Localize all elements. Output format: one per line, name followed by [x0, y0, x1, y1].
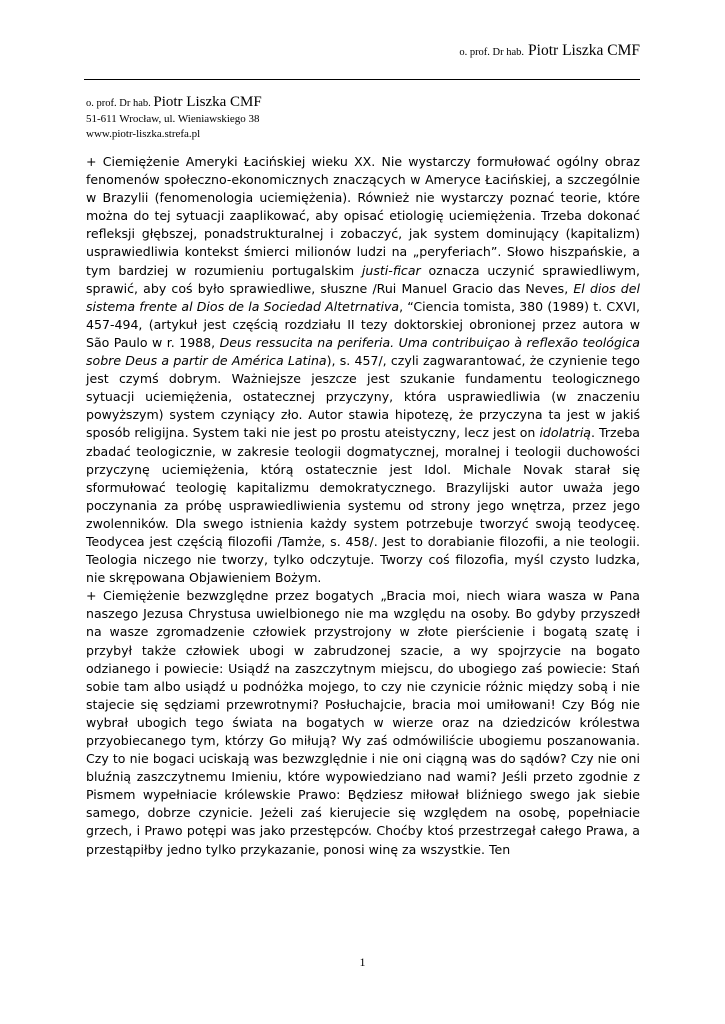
paragraph-1-text: + Ciemiężenie Ameryki Łacińskiej wieku XX. Nie wystarczy formułować ogólny obraz fenomenów społeczno-ekonomicznych znaczących w Ameryce Łacińskiej, a szczególnie w Brazylii (fenomenologia uciemiężenia). Również nie wystarczy poznać teorie, które można do tej sytuacji zaaplikować, aby opisać etiologię uciemiężenia. Trzeba dokonać refleksji głębszej, ponadstrukturalnej i zobaczyć, jak system dominujący (kapitalizm) usprawiedliwia kontekst śmierci milionów ludzi na „peryferiach”. Słowo hiszpańskie, a tym bardziej w rozumieniu portugalskim [86, 154, 640, 278]
italic-title-el-dios: El dios del sistema frente al Dios de la Sociedad Altetrnativa [86, 280, 640, 314]
italic-term-justificar: justi-ficar [361, 262, 421, 278]
paragraph-1-text: ), s. 457/, czyli zagwarantować, że czynienie tego jest czymś dobrym. Ważniejsze jeszcze jest szukanie fundamentu teologicznego sytuacji uciemiężenia, ostatecznej przyczyny, która usprawiedliwia (w znaczeniu powyższym) system czyniący zło. Autor stawia hipotezę, że przyczyna ta jest w jakiś sposób religijna. System taki nie jest po prostu ateistyczny, lecz jest on [86, 353, 640, 441]
page-number: 1 [359, 955, 366, 969]
author-address-block [86, 94, 262, 142]
running-header [459, 42, 640, 60]
italic-title-deus-ressucita: Deus ressucita na periferia. Uma contribuiçao à reflexão teológica sobre Deus a partir de América Latina [86, 334, 640, 369]
author-name: Piotr Liszka CMF [153, 94, 262, 110]
paragraph-1-text: . Trzeba zbadać teologicznie, w zakresie teologii dogmatycznej, moralnej i teologii duchowości przyczynę uciemiężenia, którą ostatecznie jest Idol. Michale Novak starał się sformułować teologię kapitalizmu demokratycznego. Brazylijski autor uważa jego poczynania za próbę usprawiedliwienia systemu od strony jego wnętrza, przez jego zwolenników. Dla swego istnienia każdy system potrzebuje tworzyć swoją teodyceę. Teodycea jest częścią filozofii /Tamże, s. 458/. Jest to dorabianie filozofii, a nie teologii. Teologia niczego nie tworzy, tylko odczytuje. Tworzy coś filozofia, myśl czysto ludzka, nie skrępowana Objawieniem Bożym. [86, 425, 640, 586]
paragraph-2: + Ciemiężenie bezwzględne przez bogatych „Bracia moi, niech wiara wasza w Pana naszego Jezusa Chrystusa uwielbionego nie ma względu na osoby. Bo gdyby przyszedł na wasze zgromadzenie człowiek przystrojony w złote pierścienie i bogatą szatę i przybył także człowiek ubogi w zabrudzonej szacie, a wy spojrzycie na bogato odzianego i powiecie: Usiądź na zaszczytnym miejscu, do ubogiego zaś powiecie: Stań sobie tam albo usiądź u podnóżka mojego, to czy nie czynicie różnic między sobą i nie stajecie się sędziami przewrotnymi? Posłuchajcie, bracia moi umiłowani! Czy Bóg nie wybrał ubogich tego świata na bogatych w wierze oraz na dziedziców królestwa przyobiecanego tym, którzy Go miłują? Wy zaś odmówiliście ubogiemu poszanowania. Czy to nie bogaci uciskają was bezwzględnie i nie oni ciągną was do sądów? Czy nie oni bluźnią zaszczytnemu Imieniu, które wypowiedziano nad wami? Jeśli przeto zgodnie z Pismem wypełniacie królewskie Prawo: Będziesz miłował bliźniego swego jak siebie samego, dobrze czynicie. Jeżeli zaś kierujecie się względem na osobę, popełniacie grzech, i Prawo potępi was jako przestępców. Choćby ktoś przestrzegał całego Prawa, a przestąpiłby jedno tylko przykazanie, ponosi winę za wszystkie. Ten [86, 588, 640, 857]
italic-term-idolatria: idolatrią [539, 425, 591, 441]
author-website: www.piotr-liszka.strefa.pl [86, 128, 201, 140]
body-text [86, 153, 640, 859]
paragraph-1-text: , “Ciencia tomista, 380 (1989) t. CXVI, 457-494, (artykuł jest częścią rozdziału II tezy doktorskiej obronionej przez autora w São Paulo w r. 1988, [86, 298, 640, 350]
author-title: o. prof. Dr hab. [86, 98, 151, 109]
header-title-prefix: o. prof. Dr hab. [459, 47, 525, 58]
paragraph-1 [86, 153, 640, 587]
author-name-line [86, 94, 262, 112]
paragraph-1-text: oznacza uczynić sprawiedliwym, sprawić, aby coś było sprawiedliwe, słuszne /Rui Manuel Gracio das Neves, [86, 262, 640, 296]
author-street-address: 51-611 Wrocław, ul. Wieniawskiego 38 [86, 113, 260, 125]
header-divider [84, 79, 640, 80]
header-author-name: Piotr Liszka CMF [528, 42, 640, 59]
